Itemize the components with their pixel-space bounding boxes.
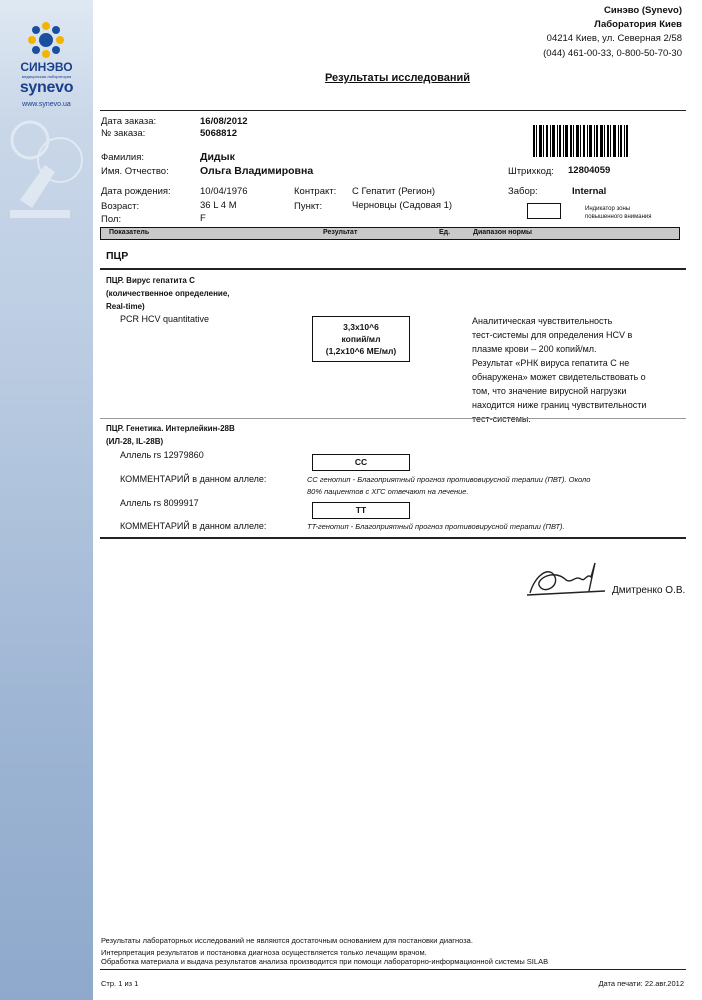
point-value: Черновцы (Садовая 1)	[352, 200, 453, 211]
zabor-value: Internal	[572, 186, 607, 197]
logo-text-ru: СИНЭВО	[20, 60, 73, 74]
header-divider	[100, 110, 686, 111]
test-divider	[100, 418, 686, 419]
col-unit: Ед.	[439, 229, 451, 236]
indicator-label-2: повышенного внимания	[585, 214, 652, 220]
footer-line-3: Обработка материала и выдача результатов анализа производится при помощи лабораторно-информационной системы SILAB	[101, 957, 549, 966]
col-indicator: Показатель	[109, 229, 150, 236]
point-label: Пункт:	[294, 201, 323, 212]
hcv-result-line3: (1,2x10^6 МЕ/мл)	[325, 346, 397, 356]
section-title: ПЦР	[106, 250, 129, 262]
comment2-text: TT-генотип - Благоприятный прогноз противовирусной терапии (ПВТ).	[307, 522, 565, 531]
page-number: Стр. 1 из 1	[101, 979, 139, 988]
lab-branch: Лаборатория Киев	[594, 19, 682, 30]
footer-divider	[100, 969, 686, 970]
surname-label: Фамилия:	[101, 152, 144, 163]
hcv-note	[472, 314, 682, 426]
comment1-line2: 80% пациентов с ХГС отвечают на лечение.	[307, 487, 469, 496]
table-header	[100, 227, 680, 240]
dob-value: 10/04/1976	[200, 186, 248, 197]
lab-name: Синэво (Synevo)	[604, 5, 682, 16]
footer-line-2: Интерпретация результатов и постановка диагноза осуществляется только лечащим врачом.	[101, 948, 427, 957]
barcode-icon	[533, 125, 628, 157]
logo-url: www.synevo.ua	[22, 101, 71, 108]
allele1-result-box	[312, 454, 410, 471]
comment2-label: КОММЕНТАРИЙ в данном аллеле:	[120, 521, 267, 531]
age-value: 36 L 4 M	[200, 200, 237, 211]
barcode-value: 12804059	[568, 165, 611, 176]
hcv-note-line: тест-системы для определения HCV в	[472, 330, 633, 340]
il-title-2: (ИЛ-28, IL-28B)	[106, 437, 164, 446]
name-label: Имя. Отчество:	[101, 166, 169, 177]
comment1-label: КОММЕНТАРИЙ в данном аллеле:	[120, 474, 267, 484]
allele1-label: Аллель rs 12979860	[120, 450, 204, 460]
logo-text-en: synevo	[19, 79, 74, 96]
surname-value: Дидык	[200, 151, 235, 163]
hcv-note-line: Аналитическая чувствительность	[472, 316, 613, 326]
hcv-result-line1: 3,3x10^6	[343, 322, 379, 332]
allele2-label: Аллель rs 8099917	[120, 498, 199, 508]
hcv-note-line: том, что значение вирусной нагрузки	[472, 386, 627, 396]
hcv-title-3: Real-time)	[106, 302, 145, 311]
signature-icon	[525, 555, 610, 600]
order-number-label: № заказа:	[101, 128, 146, 139]
hcv-title-2: (количественное определение,	[106, 289, 230, 298]
section-divider	[100, 268, 686, 270]
allele1-value: CC	[354, 457, 368, 467]
sidebar	[0, 0, 93, 1000]
attention-indicator-box	[527, 203, 561, 219]
order-number: 5068812	[200, 128, 237, 139]
zabor-label: Забор:	[508, 186, 538, 197]
microscope-decoration-icon	[0, 110, 93, 230]
hcv-note-line: Результат «РНК вируса гепатита С не	[472, 358, 630, 368]
logo-subtitle: медицинская лаборатория	[21, 74, 72, 79]
col-range: Диапазон нормы	[473, 229, 532, 236]
results-end-divider	[100, 537, 686, 539]
hcv-note-line: обнаружена» может свидетельствовать о	[472, 372, 646, 382]
hcv-note-line: плазме крови – 200 копий/мл.	[472, 344, 597, 354]
allele2-result-box	[312, 502, 410, 519]
dob-label: Дата рождения:	[101, 186, 171, 197]
lab-phones: (044) 461-00-33, 0-800-50-70-30	[543, 48, 682, 59]
hcv-test-name: PCR HCV quantitative	[120, 314, 210, 324]
hcv-result-line2: копий/мл	[341, 334, 381, 344]
col-result: Результат	[323, 229, 358, 236]
comment1-line1: CC генотип - Благоприятный прогноз противовирусной терапии (ПВТ). Около	[307, 475, 591, 484]
order-date-label: Дата заказа:	[101, 116, 157, 127]
signature-name: Дмитренко О.В.	[612, 585, 686, 596]
contract-label: Контракт:	[294, 186, 337, 197]
print-date: Дата печати: 22.авг.2012	[598, 979, 684, 988]
hcv-title-1: ПЦР. Вирус гепатита С	[106, 276, 195, 285]
allele2-value: TT	[355, 505, 367, 515]
hcv-result-box	[312, 316, 410, 362]
sex-label: Пол:	[101, 214, 122, 225]
name-value: Ольга Владимировна	[200, 165, 314, 177]
contract-value: С Гепатит (Регион)	[352, 186, 435, 197]
age-label: Возраст:	[101, 201, 140, 212]
page-title: Результаты исследований	[324, 72, 471, 84]
indicator-label-1: Индикатор зоны	[585, 206, 631, 212]
hcv-note-line: находится ниже границ чувствительности	[472, 400, 647, 410]
il-title-1: ПЦР. Генетика. Интерлейкин-28В	[106, 424, 235, 433]
barcode-label: Штрихкод:	[508, 166, 554, 177]
footer-line-1: Результаты лабораторных исследований не являются достаточным основанием для постановки диагноза.	[101, 936, 473, 945]
order-date: 16/08/2012	[200, 116, 248, 127]
hcv-note-line: тест-системы.	[472, 414, 531, 424]
sex-value: F	[200, 213, 206, 224]
lab-address: 04214 Киев, ул. Северная 2/58	[546, 33, 682, 44]
